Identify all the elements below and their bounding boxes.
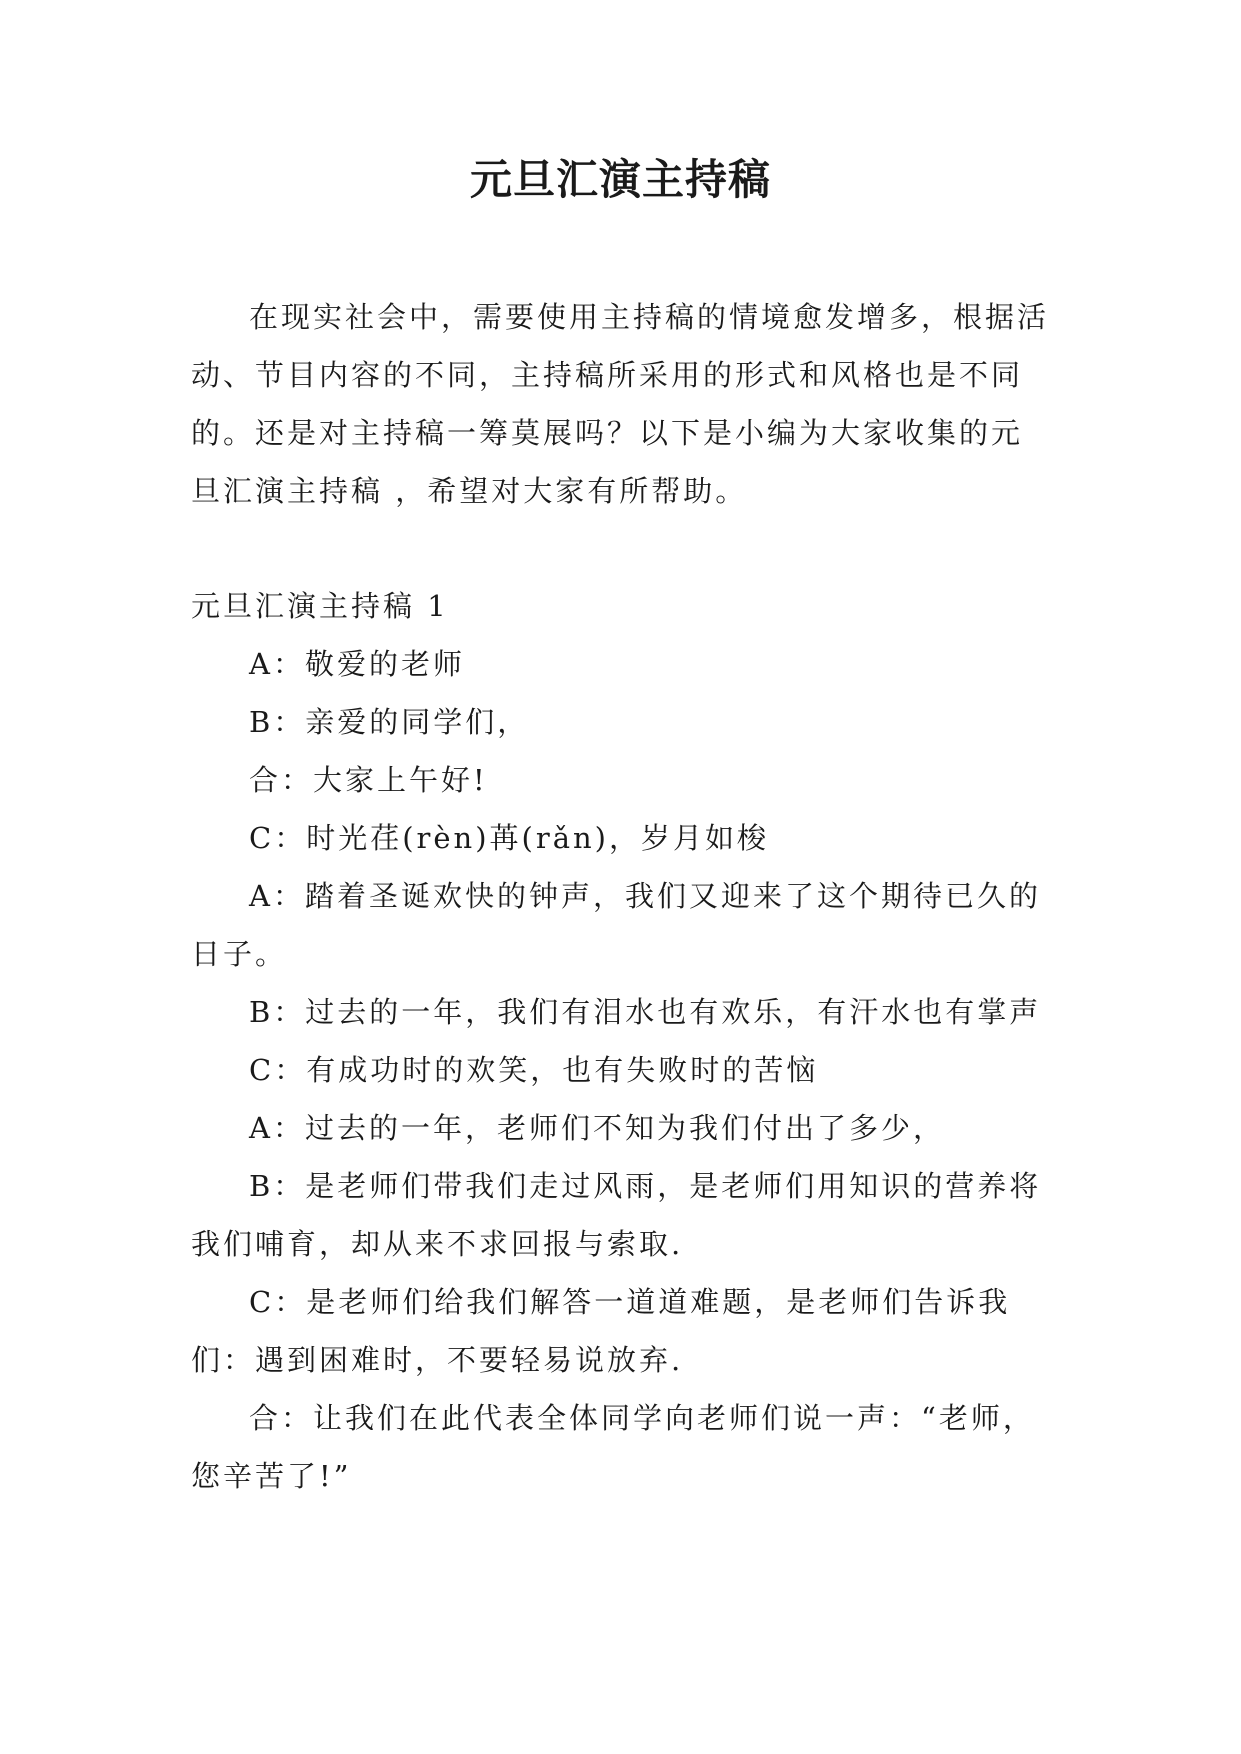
script-line: B：过去的一年，我们有泪水也有欢乐，有汗水也有掌声	[249, 995, 1042, 1029]
document-body	[191, 288, 1051, 1505]
script-line: B：是老师们带我们走过风雨，是老师们用知识的营养将我们哺育，却从来不求回报与索取.	[191, 1169, 1042, 1261]
section-heading: 元旦汇演主持稿 1	[191, 589, 449, 623]
script-line: C：是老师们给我们解答一道道难题，是老师们告诉我们：遇到困难时，不要轻易说放弃.	[191, 1285, 1011, 1377]
script-line: A：过去的一年，老师们不知为我们付出了多少，	[249, 1111, 945, 1145]
intro-paragraph: 在现实社会中，需要使用主持稿的情境愈发增多，根据活动、节目内容的不同，主持稿所采用的形式和风格也是不同的。还是对主持稿一筹莫展吗？以下是小编为大家收集的元旦汇演主持稿 ，希望对大家有所帮助。	[191, 300, 1050, 508]
script-line: 合：让我们在此代表全体同学向老师们说一声：“老师，您辛苦了!”	[191, 1401, 1035, 1493]
script-line: C：时光荏(rèn)苒(rǎn)，岁月如梭	[249, 821, 769, 855]
script-line: A：踏着圣诞欢快的钟声，我们又迎来了这个期待已久的日子。	[191, 879, 1041, 971]
document-title: 元旦汇演主持稿	[469, 155, 771, 204]
script-line: 合：大家上午好!	[249, 763, 488, 797]
script-line: B：亲爱的同学们，	[249, 705, 530, 739]
script-line: C：有成功时的欢笑，也有失败时的苦恼	[249, 1053, 819, 1087]
script-line: A：敬爱的老师	[249, 647, 465, 681]
